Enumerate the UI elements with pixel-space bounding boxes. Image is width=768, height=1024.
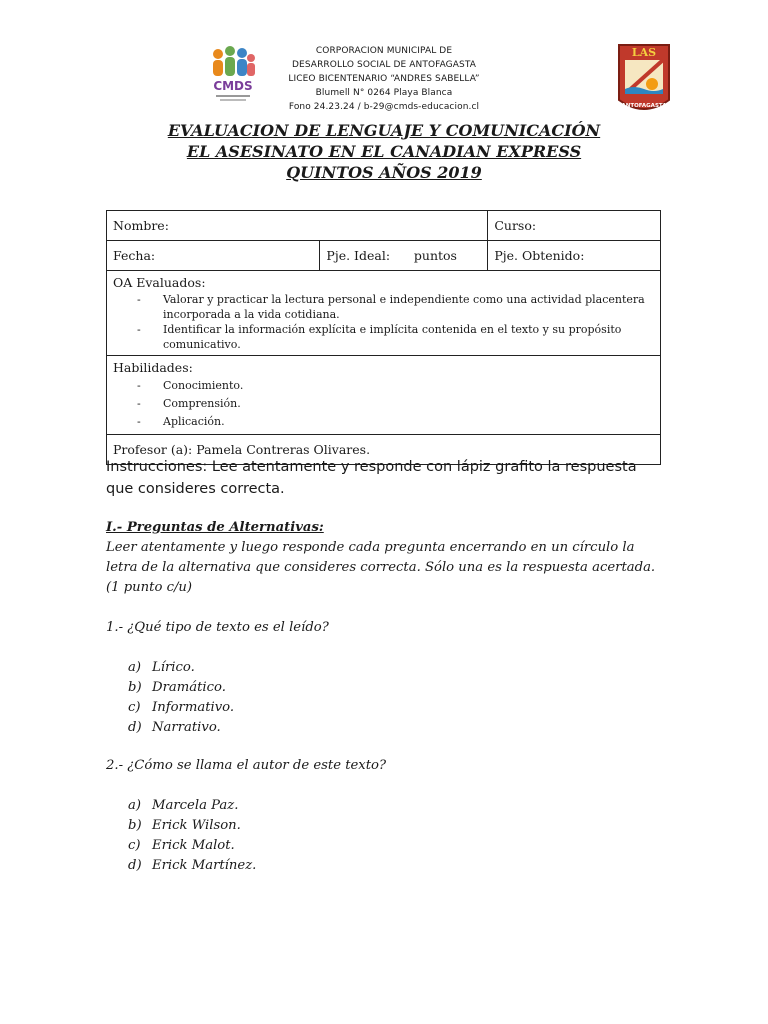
option-c[interactable]: c) Informativo. <box>128 700 235 715</box>
institution-line: Blumell N° 0264 Playa Blanca <box>315 88 453 98</box>
habilidad-item: - Conocimiento. <box>137 377 654 395</box>
oa-item: - Identificar la información explícita e implícita contenida en el texto y su propósito comunicativo. <box>137 322 654 352</box>
oa-list <box>113 292 654 352</box>
oa-label: OA Evaluados: <box>113 275 206 290</box>
habilidades-cell <box>107 356 661 435</box>
title-line-3: QUINTOS AÑOS 2019 <box>286 163 482 182</box>
question-2 <box>106 756 666 876</box>
curso-field[interactable]: Curso: <box>488 211 661 241</box>
option-b[interactable]: b) Erick Wilson. <box>128 818 241 833</box>
document-titles <box>100 120 668 183</box>
option-a[interactable]: a) Marcela Paz. <box>128 798 239 813</box>
oa-cell <box>107 271 661 356</box>
pje-obtenido-field[interactable]: Pje. Obtenido: <box>488 241 661 271</box>
profesor-field: Profesor (a): Pamela Contreras Olivares. <box>107 435 661 465</box>
section-description: Leer atentamente y luego responde cada pregunta encerrando en un círculo la letra de la alternativa que consideres correcta. Sólo una es la respuesta acertada. (1 punto c/u) <box>106 540 656 595</box>
title-line-2: EL ASESINATO EN EL CANADIAN EXPRESS <box>186 142 582 161</box>
section-alternativas <box>106 518 666 598</box>
nombre-field[interactable]: Nombre: <box>107 211 488 241</box>
question-1 <box>106 618 666 738</box>
institution-line: LICEO BICENTENARIO “ANDRES SABELLA” <box>288 74 480 84</box>
question-text: 2.- ¿Cómo se llama el autor de este texto? <box>106 758 387 773</box>
option-d[interactable]: d) Narrativo. <box>128 720 221 735</box>
question-options <box>106 658 666 738</box>
document-header <box>0 40 768 120</box>
institution-line: CORPORACION MUNICIPAL DE <box>315 46 453 56</box>
pje-ideal-field: Pje. Ideal: puntos <box>320 241 488 271</box>
svg-text:ANTOFAGASTA: ANTOFAGASTA <box>621 103 667 109</box>
habilidades-label: Habilidades: <box>113 360 193 375</box>
habilidad-item: - Comprensión. <box>137 395 654 413</box>
institution-line: Fono 24.23.24 / b-29@cmds-educacion.cl <box>288 102 480 112</box>
fecha-field[interactable]: Fecha: <box>107 241 320 271</box>
oa-item: - Valorar y practicar la lectura personal e independiente como una actividad placentera incorporada a la vida cotidiana. <box>137 292 654 322</box>
student-info-table <box>106 210 661 465</box>
institution-line: DESARROLLO SOCIAL DE ANTOFAGASTA <box>292 60 476 70</box>
instructions-text: Instrucciones: Lee atentamente y responde con lápiz grafito la respuesta que consideres correcta. <box>106 459 637 497</box>
svg-text:LAS: LAS <box>631 46 657 59</box>
option-c[interactable]: c) Erick Malot. <box>128 838 235 853</box>
title-line-1: EVALUACION DE LENGUAJE Y COMUNICACIÓN <box>167 121 601 140</box>
svg-text:CMDS: CMDS <box>213 79 253 93</box>
section-title: I.- Preguntas de Alternativas: <box>106 520 324 535</box>
habilidad-item: - Aplicación. <box>137 413 654 431</box>
option-a[interactable]: a) Lírico. <box>128 660 195 675</box>
habilidades-list <box>113 377 654 431</box>
option-d[interactable]: d) Erick Martínez. <box>128 858 257 873</box>
option-b[interactable]: b) Dramático. <box>128 680 226 695</box>
question-options <box>106 796 666 876</box>
question-text: 1.- ¿Qué tipo de texto es el leído? <box>106 620 329 635</box>
institution-info <box>250 44 518 114</box>
school-shield-logo <box>616 42 672 118</box>
